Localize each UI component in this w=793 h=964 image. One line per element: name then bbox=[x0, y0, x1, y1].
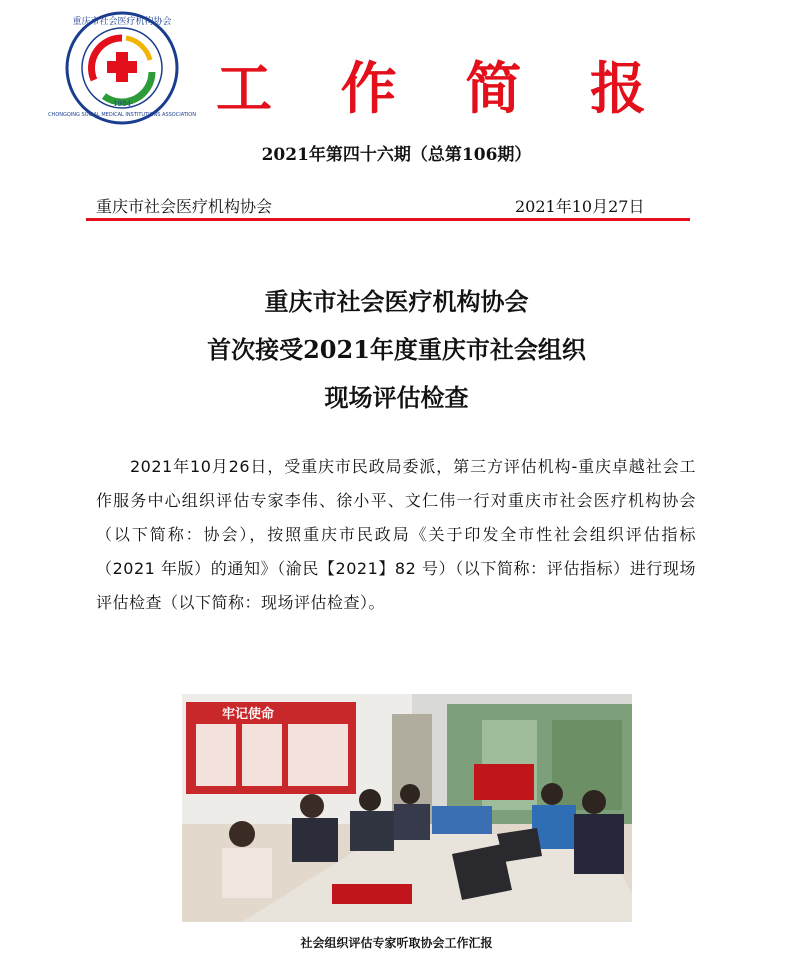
issue-number: 2021年第四十六期（总第106期） bbox=[261, 145, 532, 165]
photo-caption: 社会组织评估专家听取协会工作汇报 bbox=[300, 936, 493, 950]
masthead-char: 报 bbox=[589, 57, 646, 122]
logo-arc-text: 重庆市社会医疗机构协会 bbox=[72, 17, 172, 27]
masthead-char: 简 bbox=[465, 57, 522, 122]
red-divider bbox=[86, 218, 690, 221]
masthead-char: 作 bbox=[340, 57, 397, 122]
publish-date: 2021年10月27日 bbox=[515, 197, 645, 216]
article-title-line-1: 重庆市社会医疗机构协会 bbox=[264, 287, 529, 316]
meeting-photo bbox=[182, 694, 632, 922]
logo-english-text: CHONGQING SOCIAL MEDICAL INSTITUTIONS ASSOCIATION bbox=[48, 112, 196, 118]
association-logo bbox=[48, 10, 196, 126]
masthead-char: 工 bbox=[216, 57, 272, 122]
article-title-line-3: 现场评估检查 bbox=[324, 383, 469, 412]
article-title-line-2: 首次接受2021年度重庆市社会组织 bbox=[207, 335, 586, 364]
article-body: 2021年10月26日，受重庆市民政局委派，第三方评估机构-重庆卓越社会工作服务中心组织评估专家李伟、徐小平、文仁伟一行对重庆市社会医疗机构协会（以下简称：协会），按照重庆市民政局《关于印发全市性社会组织评估指标（2021 年版）的通知》（渝民【2021】82 号）（以下简称：评估指标）进行现场评估检查（以下简称：现场评估检查）。 bbox=[96, 457, 696, 612]
publisher-name: 重庆市社会医疗机构协会 bbox=[96, 197, 273, 216]
wall-banner-text: 牢记使命 bbox=[222, 707, 275, 722]
logo-year: ·1984· bbox=[110, 100, 134, 108]
masthead-title bbox=[216, 58, 646, 122]
